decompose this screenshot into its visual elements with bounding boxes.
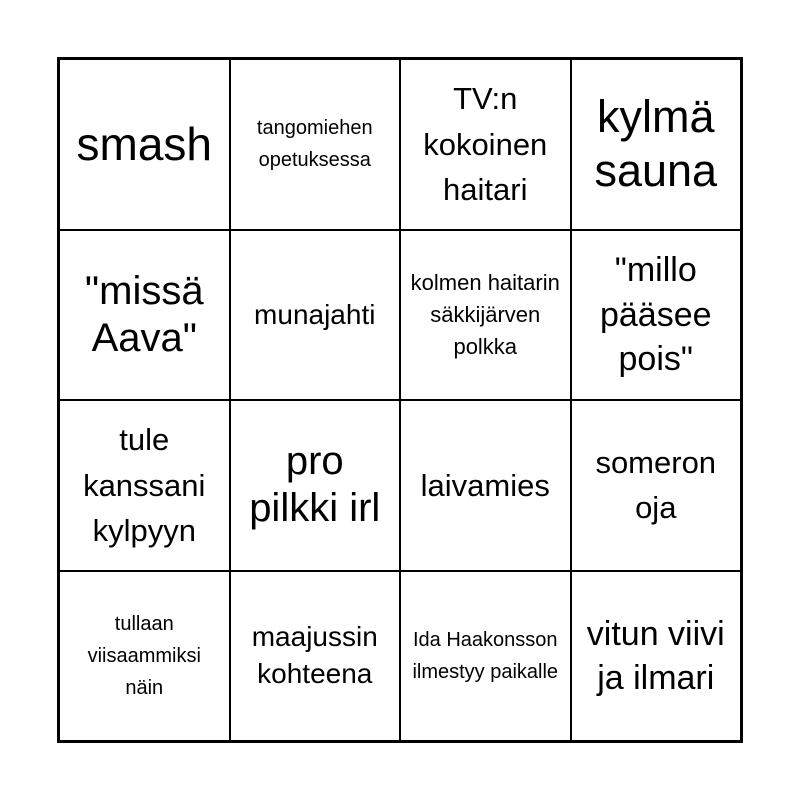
bingo-cell-14[interactable]: [230, 571, 401, 742]
bingo-cell-16[interactable]: [571, 571, 742, 742]
bingo-cell-12[interactable]: [571, 400, 742, 571]
bingo-cell-15[interactable]: [400, 571, 571, 742]
cell-text: kylmä sauna: [594, 91, 718, 197]
bingo-cell-6[interactable]: [230, 230, 401, 401]
bingo-cell-2[interactable]: [230, 59, 401, 230]
bingo-cell-5[interactable]: [59, 230, 230, 401]
cell-text: munajahti: [254, 298, 376, 330]
cell-text: smash: [76, 118, 212, 171]
cell-text: tangomiehen opetuksessa: [256, 117, 373, 172]
bingo-board: [57, 57, 743, 743]
cell-text: maajussin kohteena: [251, 621, 378, 689]
bingo-cell-3[interactable]: [400, 59, 571, 230]
bingo-cell-8[interactable]: [571, 230, 742, 401]
cell-text: Ida Haakonsson ilmestyy paikalle: [412, 628, 559, 683]
bingo-cell-1[interactable]: [59, 59, 230, 230]
cell-text: vitun viivi ja ilmari: [586, 614, 725, 697]
bingo-cell-10[interactable]: [230, 400, 401, 571]
cell-text: "millo pääsee pois": [599, 251, 712, 378]
bingo-cell-4[interactable]: [571, 59, 742, 230]
cell-text: kolmen haitarin säkkijärven polkka: [410, 269, 560, 359]
bingo-cell-7[interactable]: [400, 230, 571, 401]
cell-text: someron oja: [595, 445, 717, 526]
bingo-cell-11[interactable]: [400, 400, 571, 571]
cell-text: tule kanssani kylpyyn: [83, 422, 206, 548]
cell-text: "missä Aava": [84, 268, 204, 360]
cell-text: laivamies: [420, 467, 550, 503]
cell-text: TV:n kokoinen haitari: [423, 81, 548, 207]
bingo-cell-9[interactable]: [59, 400, 230, 571]
cell-text: tullaan viisaammiksi näin: [87, 612, 201, 699]
bingo-cell-13[interactable]: [59, 571, 230, 742]
cell-text: pro pilkki irl: [249, 439, 381, 531]
